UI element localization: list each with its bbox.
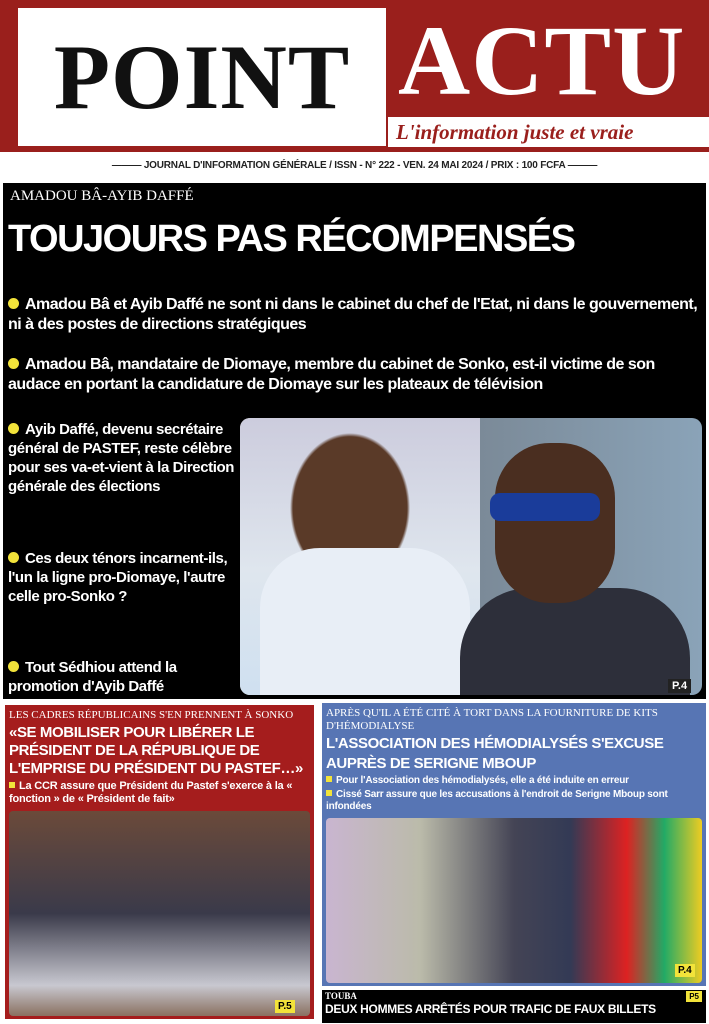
issue-info: ——— JOURNAL D'INFORMATION GÉNÉRALE / ISSN - N° 222 - VEN. 24 MAI 2024 / PRIX : 100 FCFA ——— [111,160,598,171]
right-bullet: Cissé Sarr assure que les accusations à l'endroit de Serigne Mboup sont infondées [326,789,668,812]
main-photo [240,418,702,695]
bullet: Tout Sédhiou attend la promotion d'Ayib Daffé [8,659,177,695]
bottom-story [322,990,706,1023]
bullet: Amadou Bâ et Ayib Daffé ne sont ni dans le cabinet du chef de l'Etat, ni dans le gouvernement, ni à des postes de directions stratégiques [8,296,698,333]
left-story [3,703,316,1021]
right-photo [326,818,702,983]
bullet: Ayib Daffé, devenu secrétaire général de PASTEF, reste célèbre pour ses va-et-vient à la Direction générale des élections [8,421,235,495]
tagline: L'information juste et vraie [388,117,709,147]
right-headline: L'ASSOCIATION DES HÉMODIALYSÉS S'EXCUSE [326,735,664,752]
bottom-kicker: TOUBA [325,991,357,1001]
left-kicker: LES CADRES RÉPUBLICAINS S'EN PRENNENT À SONKO [9,709,294,721]
page-ref: P.4 [675,964,695,977]
masthead [0,0,709,152]
bullet-icon [8,423,19,434]
left-headline: «SE MOBILISER POUR LIBÉRER LE PRÉSIDENT DE LA RÉPUBLIQUE DE L'EMPRISE DU PRÉSIDENT DU PASTEF…» [9,724,303,777]
left-photo [9,811,310,1016]
logo-point: POINT [53,26,351,128]
bullet: Amadou Bâ, mandataire de Diomaye, membre du cabinet de Sonko, est-il victime de son audace en portant la candidature de Diomaye sur les plateaux de télévision [8,356,655,393]
right-headline: AUPRÈS DE SERIGNE MBOUP [326,755,536,772]
bullet: Ces deux ténors incarnent-ils, l'un la ligne pro-Diomaye, l'autre celle pro-Sonko ? [8,549,228,605]
bottom-headline: DEUX HOMMES ARRÊTÉS POUR TRAFIC DE FAUX BILLETS [325,1002,656,1016]
right-bullet: Pour l'Association des hémodialysés, elle a été induite en erreur [326,775,702,787]
page-ref: P.5 [275,1000,295,1013]
main-kicker: AMADOU BÂ-AYIB DAFFÉ [10,188,194,204]
right-story [322,703,706,986]
bullet-icon [8,298,19,309]
page-ref: P.4 [668,679,691,693]
logo [18,8,386,146]
bullet-icon [8,661,19,672]
main-bullet-column [8,420,236,696]
bullet-icon [8,552,19,563]
bullet-icon [8,358,19,369]
left-bullet: La CCR assure que Président du Pastef s'exerce à la « fonction » de « Président de fait» [9,780,293,805]
main-headline: TOUJOURS PAS RÉCOMPENSÉS [8,218,575,260]
page-ref: P5 [686,991,702,1002]
photo-amadou-ba [240,418,480,695]
logo-actu: ACTU [398,5,686,116]
right-kicker: APRÈS QU'IL A ÉTÉ CITÉ À TORT DANS LA FOURNITURE DE KITS D'HÉMODIALYSE [326,707,658,732]
